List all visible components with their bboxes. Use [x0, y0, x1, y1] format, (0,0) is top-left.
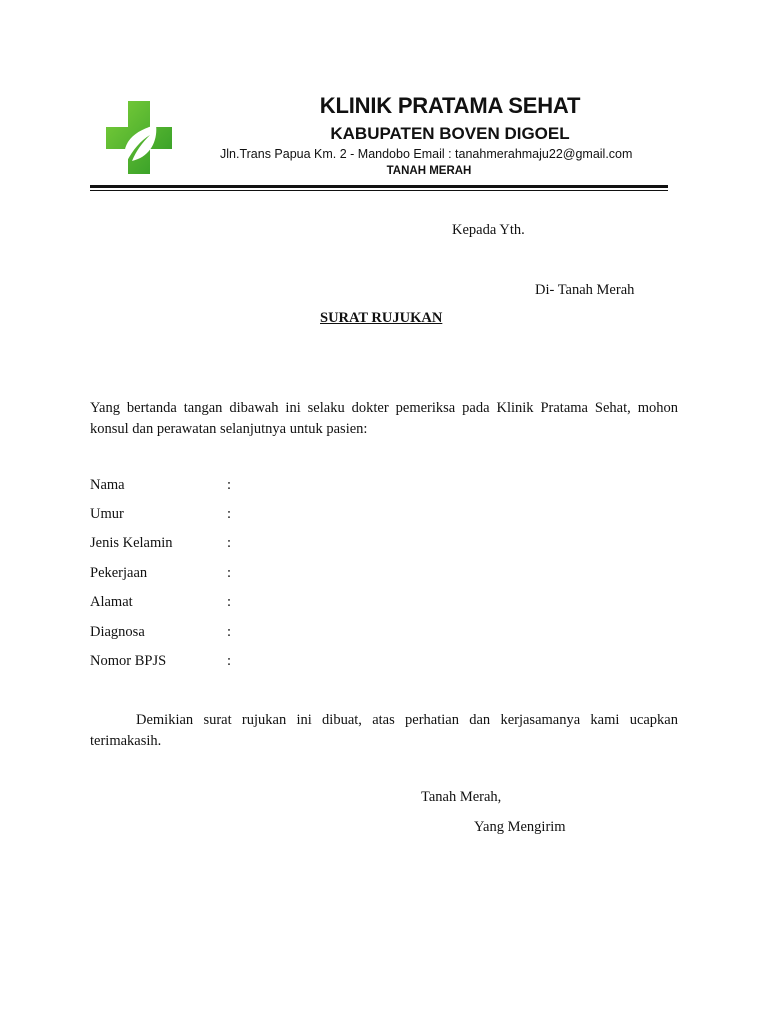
- header-divider-thin: [90, 190, 668, 191]
- recipient-to: Kepada Yth.: [452, 222, 525, 238]
- signature-place: Tanah Merah,: [421, 789, 502, 805]
- recipient-location: Di- Tanah Merah: [535, 282, 635, 298]
- field-label: Jenis Kelamin: [90, 535, 173, 551]
- field-label: Nomor BPJS: [90, 653, 167, 669]
- signature-sender: Yang Mengirim: [474, 819, 566, 835]
- field-colon: :: [227, 506, 232, 522]
- field-colon: :: [227, 565, 232, 581]
- clinic-name: KLINIK PRATAMA SEHAT: [319, 93, 581, 118]
- field-label: Alamat: [90, 594, 133, 610]
- field-colon: :: [227, 535, 232, 551]
- regency-name: KABUPATEN BOVEN DIGOEL: [330, 124, 570, 143]
- field-label: Umur: [90, 506, 124, 522]
- intro-paragraph: Yang bertanda tangan dibawah ini selaku dokter pemeriksa pada Klinik Pratama Sehat, mohon konsul dan perawatan selanjutnya untuk pasien:: [90, 400, 678, 437]
- closing-paragraph: Demikian surat rujukan ini dibuat, atas perhatian dan kerjasamanya kami ucapkan terimakasih.: [90, 712, 678, 749]
- field-label: Pekerjaan: [90, 565, 148, 581]
- field-colon: :: [227, 624, 232, 640]
- field-colon: :: [227, 477, 232, 493]
- clinic-address: Jln.Trans Papua Km. 2 - Mandobo Email : tanahmerahmaju22@gmail.com: [220, 147, 633, 161]
- clinic-city: TANAH MERAH: [386, 165, 472, 177]
- header-divider-thick: [90, 185, 668, 188]
- field-colon: :: [227, 653, 232, 669]
- field-label: Nama: [90, 477, 125, 493]
- field-colon: :: [227, 594, 232, 610]
- field-label: Diagnosa: [90, 624, 145, 640]
- letter-title: SURAT RUJUKAN: [320, 310, 443, 326]
- green-cross-leaf-icon: [106, 101, 172, 174]
